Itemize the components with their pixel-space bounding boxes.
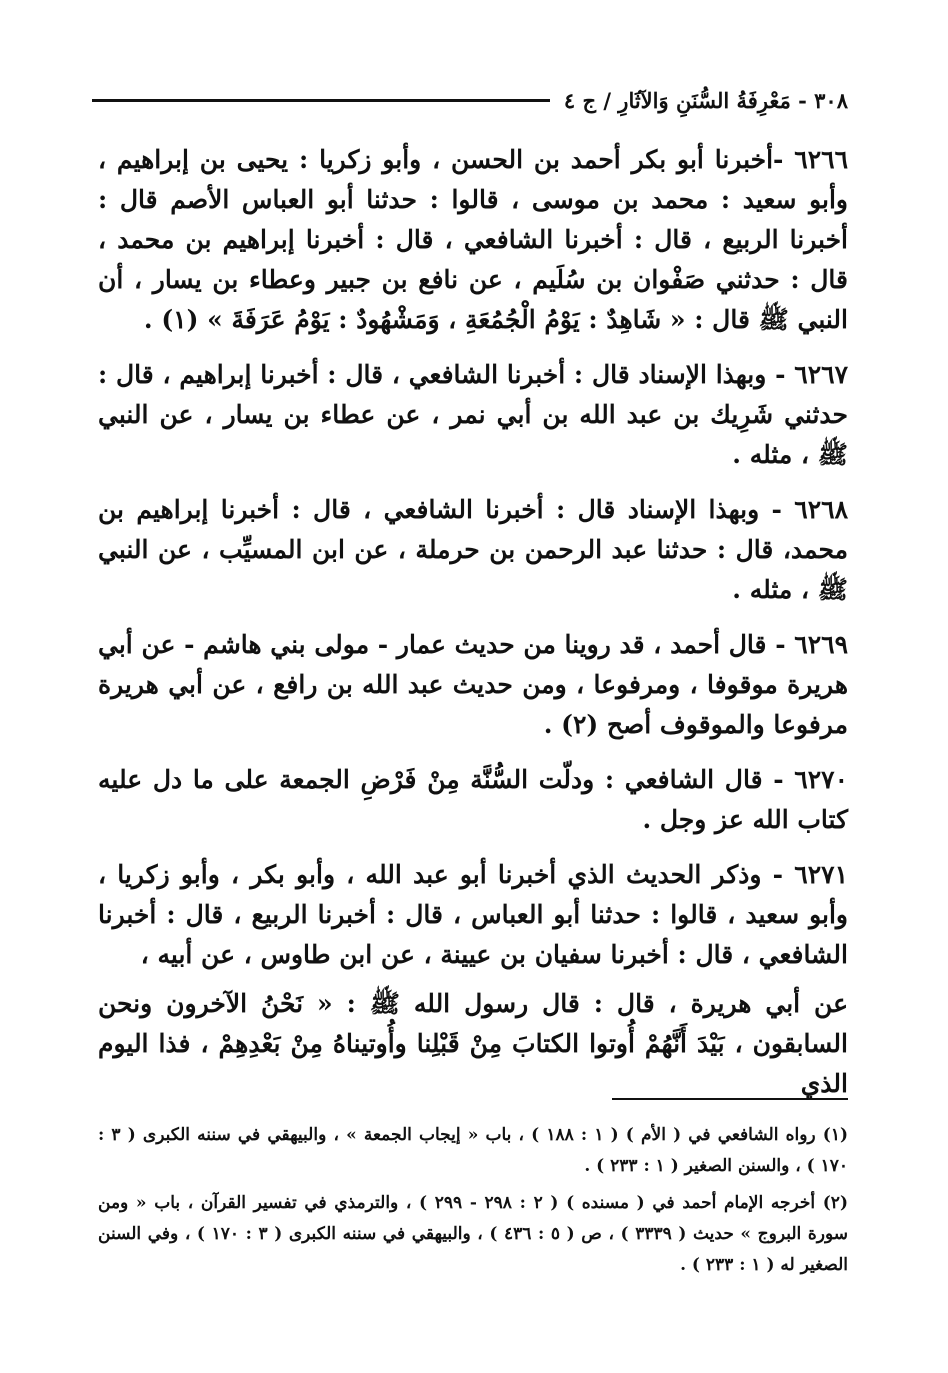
- page-header: [92, 80, 848, 120]
- footnote-1: (١) رواه الشافعي في ( الأم ) ( ١ : ١٨٨ ) ، باب « إيجاب الجمعة » ، والبيهقي في سننه الكبرى ( ٣ : ١٧٠ ) ، والسنن الصغير ( ١ : ٢٣٣ ) .: [98, 1125, 848, 1176]
- footnotes: [98, 1120, 848, 1287]
- footnote-2: (٢) أخرجه الإمام أحمد في ( مسنده ) ( ٢ : ٢٩٨ - ٢٩٩ ) ، والترمذي في تفسير القرآن ، باب « ومن سورة البروج » حديث ( ٣٣٣٩ ) ، ص ( ٥ : ٤٣٦ ) ، والبيهقي في سننه الكبرى ( ٣ : ١٧٠ ) ، وفي السنن الصغير له ( ١ : ٢٣٣ ) .: [98, 1193, 848, 1275]
- hadith-6271: ٦٢٧١ - وذكر الحديث الذي أخبرنا أبو عبد الله ، وأبو بكر ، وأبو زكريا ، وأبو سعيد ، قالوا : حدثنا أبو العباس ، قال : أخبرنا الربيع ، قال : أخبرنا الشافعي ، قال : أخبرنا سفيان بن عيينة ، عن ابن طاوس ، عن أبيه ،: [98, 860, 848, 969]
- hadith-6268: ٦٢٦٨ - وبهذا الإسناد قال : أخبرنا الشافعي ، قال : أخبرنا إبراهيم بن محمد، قال : حدثنا عبد الرحمن بن حرملة ، عن ابن المسيِّب ، عن النبي ﷺ ، مثله .: [98, 495, 848, 604]
- main-text: [98, 140, 848, 1119]
- hadith-6270: ٦٢٧٠ - قال الشافعي : ودلّت السُّنَّة مِنْ فَرْضِ الجمعة على ما دل عليه كتاب الله عز وجل .: [98, 765, 848, 834]
- hadith-6271-continued: عن أبي هريرة ، قال : قال رسول الله ﷺ : « نَحْنُ الآخرون ونحن السابقون ، بَيْدَ أَنَّهُمْ أُوتوا الكتابَ مِنْ قَبْلِنا وأُوتيناهُ مِنْ بَعْدِهِمْ ، فذا اليوم الذي: [98, 989, 848, 1098]
- footnote-rule: [612, 1098, 848, 1100]
- running-title: ٣٠٨ - مَعْرِفَةُ السُّنَنِ وَالآثَارِ / ج ٤: [563, 87, 848, 113]
- hadith-6267: ٦٢٦٧ - وبهذا الإسناد قال : أخبرنا الشافعي ، قال : أخبرنا إبراهيم ، قال : حدثني شَرِيك بن عبد الله بن أبي نمر ، عن عطاء بن يسار ، عن النبي ﷺ ، مثله .: [98, 360, 848, 469]
- hadith-6269: ٦٢٦٩ - قال أحمد ، قد روينا من حديث عمار - مولى بني هاشم - عن أبي هريرة موقوفا ، ومرفوعا ، ومن حديث عبد الله بن رافع ، عن أبي هريرة مرفوعا والموقوف أصح (٢) .: [98, 630, 848, 739]
- hadith-6266: ٦٢٦٦ -أخبرنا أبو بكر أحمد بن الحسن ، وأبو زكريا : يحيى بن إبراهيم ، وأبو سعيد : محمد بن موسى ، قالوا : حدثنا أبو العباس الأصم قال : أخبرنا الربيع ، قال : أخبرنا الشافعي ، قال : أخبرنا إبراهيم بن محمد ، قال : حدثني صَفْوان بن سُلَيم ، عن نافع بن جبير وعطاء بن يسار ، أن النبي ﷺ قال : « شَاهِدٌ : يَوْمُ الْجُمُعَةِ ، وَمَشْهُودٌ : يَوْمُ عَرَفَةَ » (١) .: [98, 145, 848, 334]
- header-rule: [92, 99, 550, 102]
